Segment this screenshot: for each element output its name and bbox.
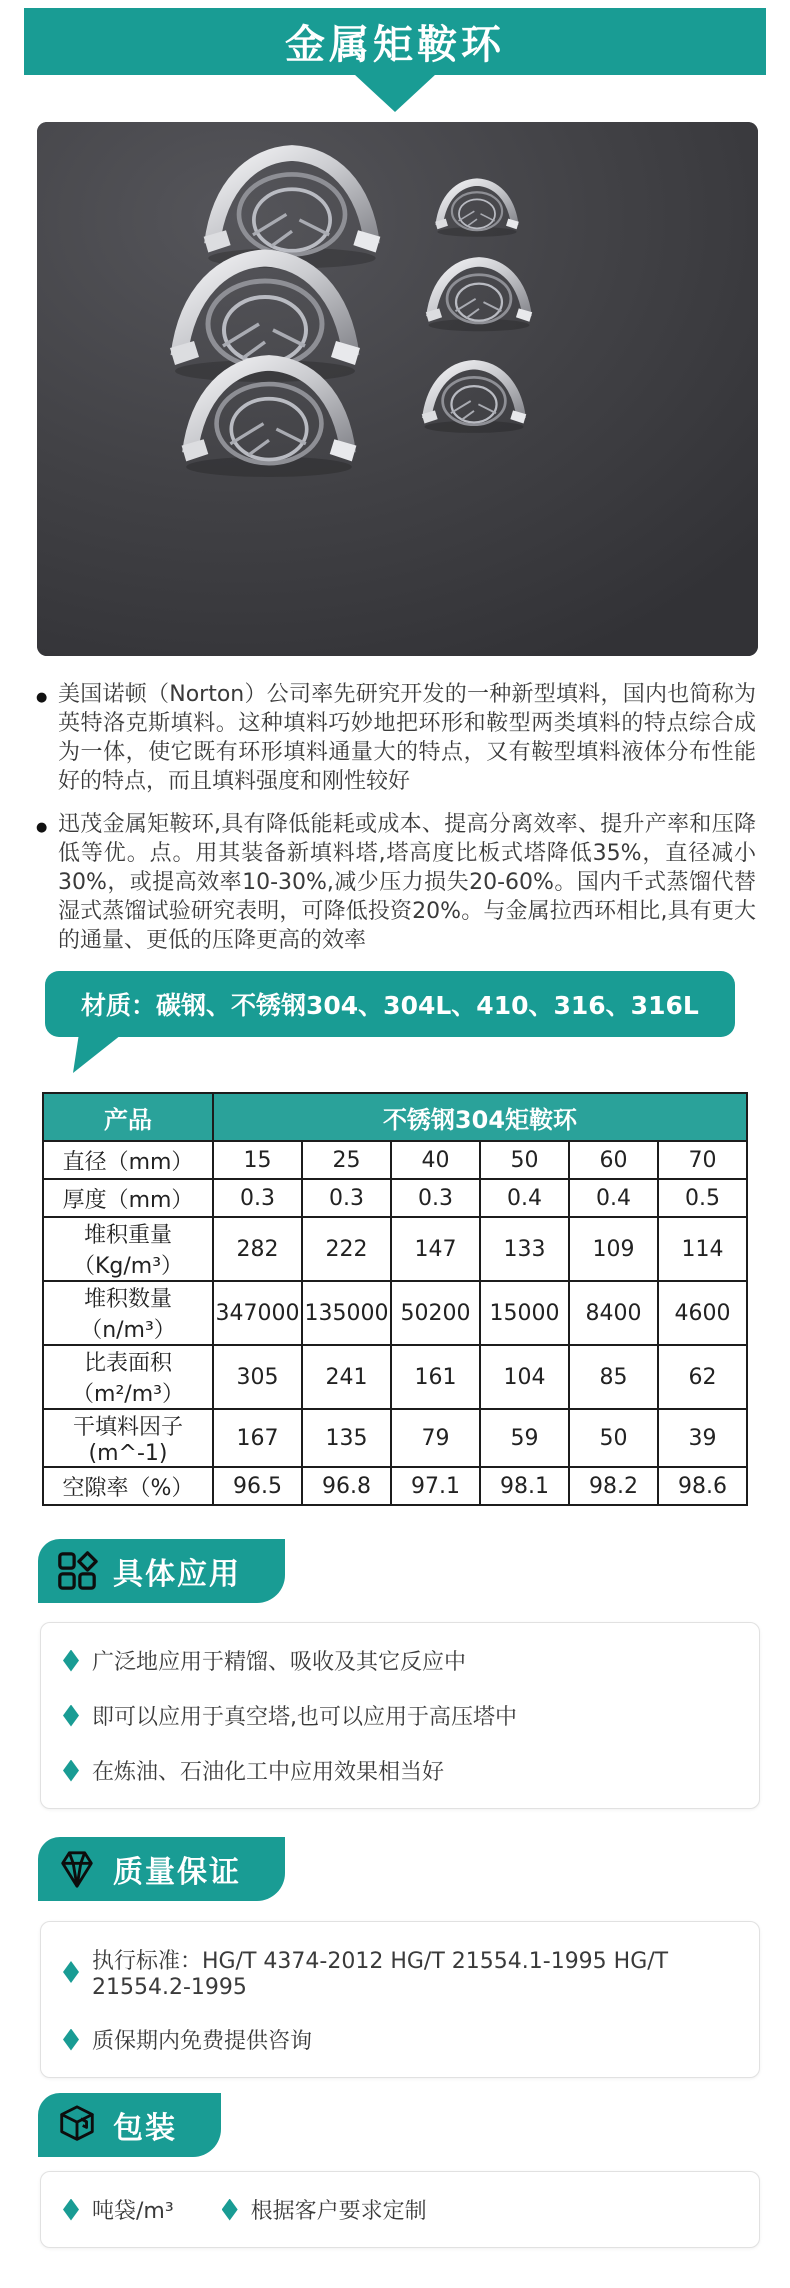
spec-value-cell: 305 bbox=[213, 1345, 302, 1409]
spec-value-cell: 135 bbox=[302, 1409, 391, 1467]
table-row bbox=[43, 1217, 747, 1281]
spec-value-cell: 40 bbox=[391, 1141, 480, 1179]
spec-value-cell: 62 bbox=[658, 1345, 747, 1409]
material-banner-text: 材质：碳钢、不锈钢304、304L、410、316、316L bbox=[81, 991, 699, 1020]
quality-item-text: 执行标准：HG/T 4374-2012 HG/T 21554.1-1995 HG/T 21554.2-1995 bbox=[92, 1949, 669, 2000]
section-header-quality bbox=[38, 1837, 285, 1901]
list-item bbox=[63, 1932, 737, 2012]
section-header-applications bbox=[38, 1539, 285, 1603]
saddle-rings-illustration bbox=[37, 122, 758, 656]
diamond-bullet-icon bbox=[63, 1705, 79, 1727]
section-title: 质量保证 bbox=[113, 1855, 241, 1890]
spec-value-cell: 15000 bbox=[480, 1281, 569, 1345]
spec-value-cell: 114 bbox=[658, 1217, 747, 1281]
speech-bubble-tail bbox=[73, 1035, 121, 1073]
spec-value-cell: 4600 bbox=[658, 1281, 747, 1345]
spec-value-cell: 59 bbox=[480, 1409, 569, 1467]
spec-value-cell: 50 bbox=[569, 1409, 658, 1467]
product-photo bbox=[37, 122, 758, 656]
spec-table-header-row bbox=[43, 1093, 747, 1141]
spec-table-series-header: 不锈钢304矩鞍环 bbox=[213, 1093, 747, 1141]
section-header-packaging bbox=[38, 2093, 221, 2157]
list-item bbox=[63, 1688, 737, 1743]
spec-value-cell: 98.1 bbox=[480, 1467, 569, 1505]
packaging-item-text: 根据客户要求定制 bbox=[250, 2199, 427, 2224]
spec-row-label: 厚度（mm） bbox=[43, 1179, 213, 1217]
diamond-bullet-icon bbox=[63, 1760, 79, 1782]
spec-value-cell: 97.1 bbox=[391, 1467, 480, 1505]
diamond-bullet-icon bbox=[63, 1650, 79, 1672]
spec-value-cell: 241 bbox=[302, 1345, 391, 1409]
spec-value-cell: 96.8 bbox=[302, 1467, 391, 1505]
spec-value-cell: 161 bbox=[391, 1345, 480, 1409]
spec-value-cell: 25 bbox=[302, 1141, 391, 1179]
spec-value-cell: 0.5 bbox=[658, 1179, 747, 1217]
spec-value-cell: 70 bbox=[658, 1141, 747, 1179]
spec-row-label: 干填料因子(m^-1) bbox=[43, 1409, 213, 1467]
spec-value-cell: 104 bbox=[480, 1345, 569, 1409]
table-row bbox=[43, 1345, 747, 1409]
package-icon bbox=[56, 2104, 98, 2146]
spec-value-cell: 8400 bbox=[569, 1281, 658, 1345]
spec-value-cell: 98.6 bbox=[658, 1467, 747, 1505]
list-item bbox=[63, 1633, 737, 1688]
diamond-bullet-icon bbox=[63, 2199, 79, 2221]
gem-icon bbox=[56, 1848, 98, 1890]
table-row bbox=[43, 1179, 747, 1217]
spec-value-cell: 39 bbox=[658, 1409, 747, 1467]
intro-bullet-list bbox=[36, 680, 756, 955]
spec-value-cell: 15 bbox=[213, 1141, 302, 1179]
banner-pointer-triangle bbox=[354, 74, 436, 112]
spec-row-label: 比表面积（m²/m³） bbox=[43, 1345, 213, 1409]
applications-box bbox=[40, 1622, 760, 1809]
section-title: 具体应用 bbox=[113, 1557, 241, 1592]
spec-value-cell: 222 bbox=[302, 1217, 391, 1281]
spec-row-label: 空隙率（%） bbox=[43, 1467, 213, 1505]
diamond-bullet-icon bbox=[63, 1961, 79, 1983]
spec-row-label: 堆积数量（n/m³） bbox=[43, 1281, 213, 1345]
spec-table bbox=[42, 1092, 748, 1506]
spec-value-cell: 0.3 bbox=[213, 1179, 302, 1217]
table-row bbox=[43, 1467, 747, 1505]
packaging-items-row bbox=[63, 2182, 737, 2237]
spec-value-cell: 0.4 bbox=[480, 1179, 569, 1217]
quality-box bbox=[40, 1921, 760, 2078]
list-item bbox=[222, 2182, 427, 2237]
spec-value-cell: 60 bbox=[569, 1141, 658, 1179]
spec-value-cell: 347000 bbox=[213, 1281, 302, 1345]
spec-value-cell: 282 bbox=[213, 1217, 302, 1281]
spec-value-cell: 50200 bbox=[391, 1281, 480, 1345]
quality-item-text: 质保期内免费提供咨询 bbox=[92, 2029, 313, 2054]
spec-value-cell: 85 bbox=[569, 1345, 658, 1409]
packaging-item-text: 吨袋/m³ bbox=[92, 2199, 174, 2224]
application-item-text: 即可以应用于真空塔,也可以应用于高压塔中 bbox=[92, 1705, 517, 1730]
spec-value-cell: 133 bbox=[480, 1217, 569, 1281]
table-row bbox=[43, 1281, 747, 1345]
application-item-text: 广泛地应用于精馏、吸收及其它反应中 bbox=[92, 1650, 467, 1675]
spec-row-label: 堆积重量（Kg/m³） bbox=[43, 1217, 213, 1281]
diamond-bullet-icon bbox=[63, 2029, 79, 2051]
spec-value-cell: 167 bbox=[213, 1409, 302, 1467]
table-row bbox=[43, 1409, 747, 1467]
packaging-box bbox=[40, 2171, 760, 2248]
list-item bbox=[63, 2012, 737, 2067]
spec-value-cell: 109 bbox=[569, 1217, 658, 1281]
spec-value-cell: 96.5 bbox=[213, 1467, 302, 1505]
spec-value-cell: 50 bbox=[480, 1141, 569, 1179]
diamond-bullet-icon bbox=[222, 2199, 238, 2221]
intro-bullet: ● 迅茂金属矩鞍环,具有降低能耗或成本、提高分离效率、提升产率和压降低等优。点。用其装备新填料塔,塔高度比板式塔降低35%，直径减小30%，或提高效率10-30%,减少压力损失20-60%。国内千式蒸馏代替湿式蒸馏试验研究表明，可降低投资20%。与金属拉西环相比,具有更大的通量、更低的压降更高的效率 bbox=[36, 810, 756, 955]
section-title: 包装 bbox=[113, 2111, 177, 2146]
application-item-text: 在炼油、石油化工中应用效果相当好 bbox=[92, 1760, 445, 1785]
material-banner bbox=[45, 971, 735, 1037]
spec-value-cell: 98.2 bbox=[569, 1467, 658, 1505]
product-detail-page bbox=[0, 8, 790, 2288]
page-title: 金属矩鞍环 bbox=[285, 22, 505, 68]
table-row bbox=[43, 1141, 747, 1179]
spec-value-cell: 147 bbox=[391, 1217, 480, 1281]
page-title-banner bbox=[24, 8, 766, 75]
intro-bullet: ● 美国诺顿（Norton）公司率先研究开发的一种新型填料，国内也简称为英特洛克斯填料。这种填料巧妙地把环形和鞍型两类填料的特点综合成为一体，使它既有环形填料通量大的特点，又有鞍型填料液体分布性能好的特点，而且填料强度和刚性较好 bbox=[36, 680, 756, 796]
apps-grid-icon bbox=[56, 1550, 98, 1592]
spec-row-label: 直径（mm） bbox=[43, 1141, 213, 1179]
spec-value-cell: 135000 bbox=[302, 1281, 391, 1345]
spec-value-cell: 0.4 bbox=[569, 1179, 658, 1217]
list-item bbox=[63, 1743, 737, 1798]
spec-value-cell: 79 bbox=[391, 1409, 480, 1467]
spec-value-cell: 0.3 bbox=[391, 1179, 480, 1217]
list-item bbox=[63, 2182, 174, 2237]
spec-table-product-header: 产品 bbox=[43, 1093, 213, 1141]
spec-value-cell: 0.3 bbox=[302, 1179, 391, 1217]
